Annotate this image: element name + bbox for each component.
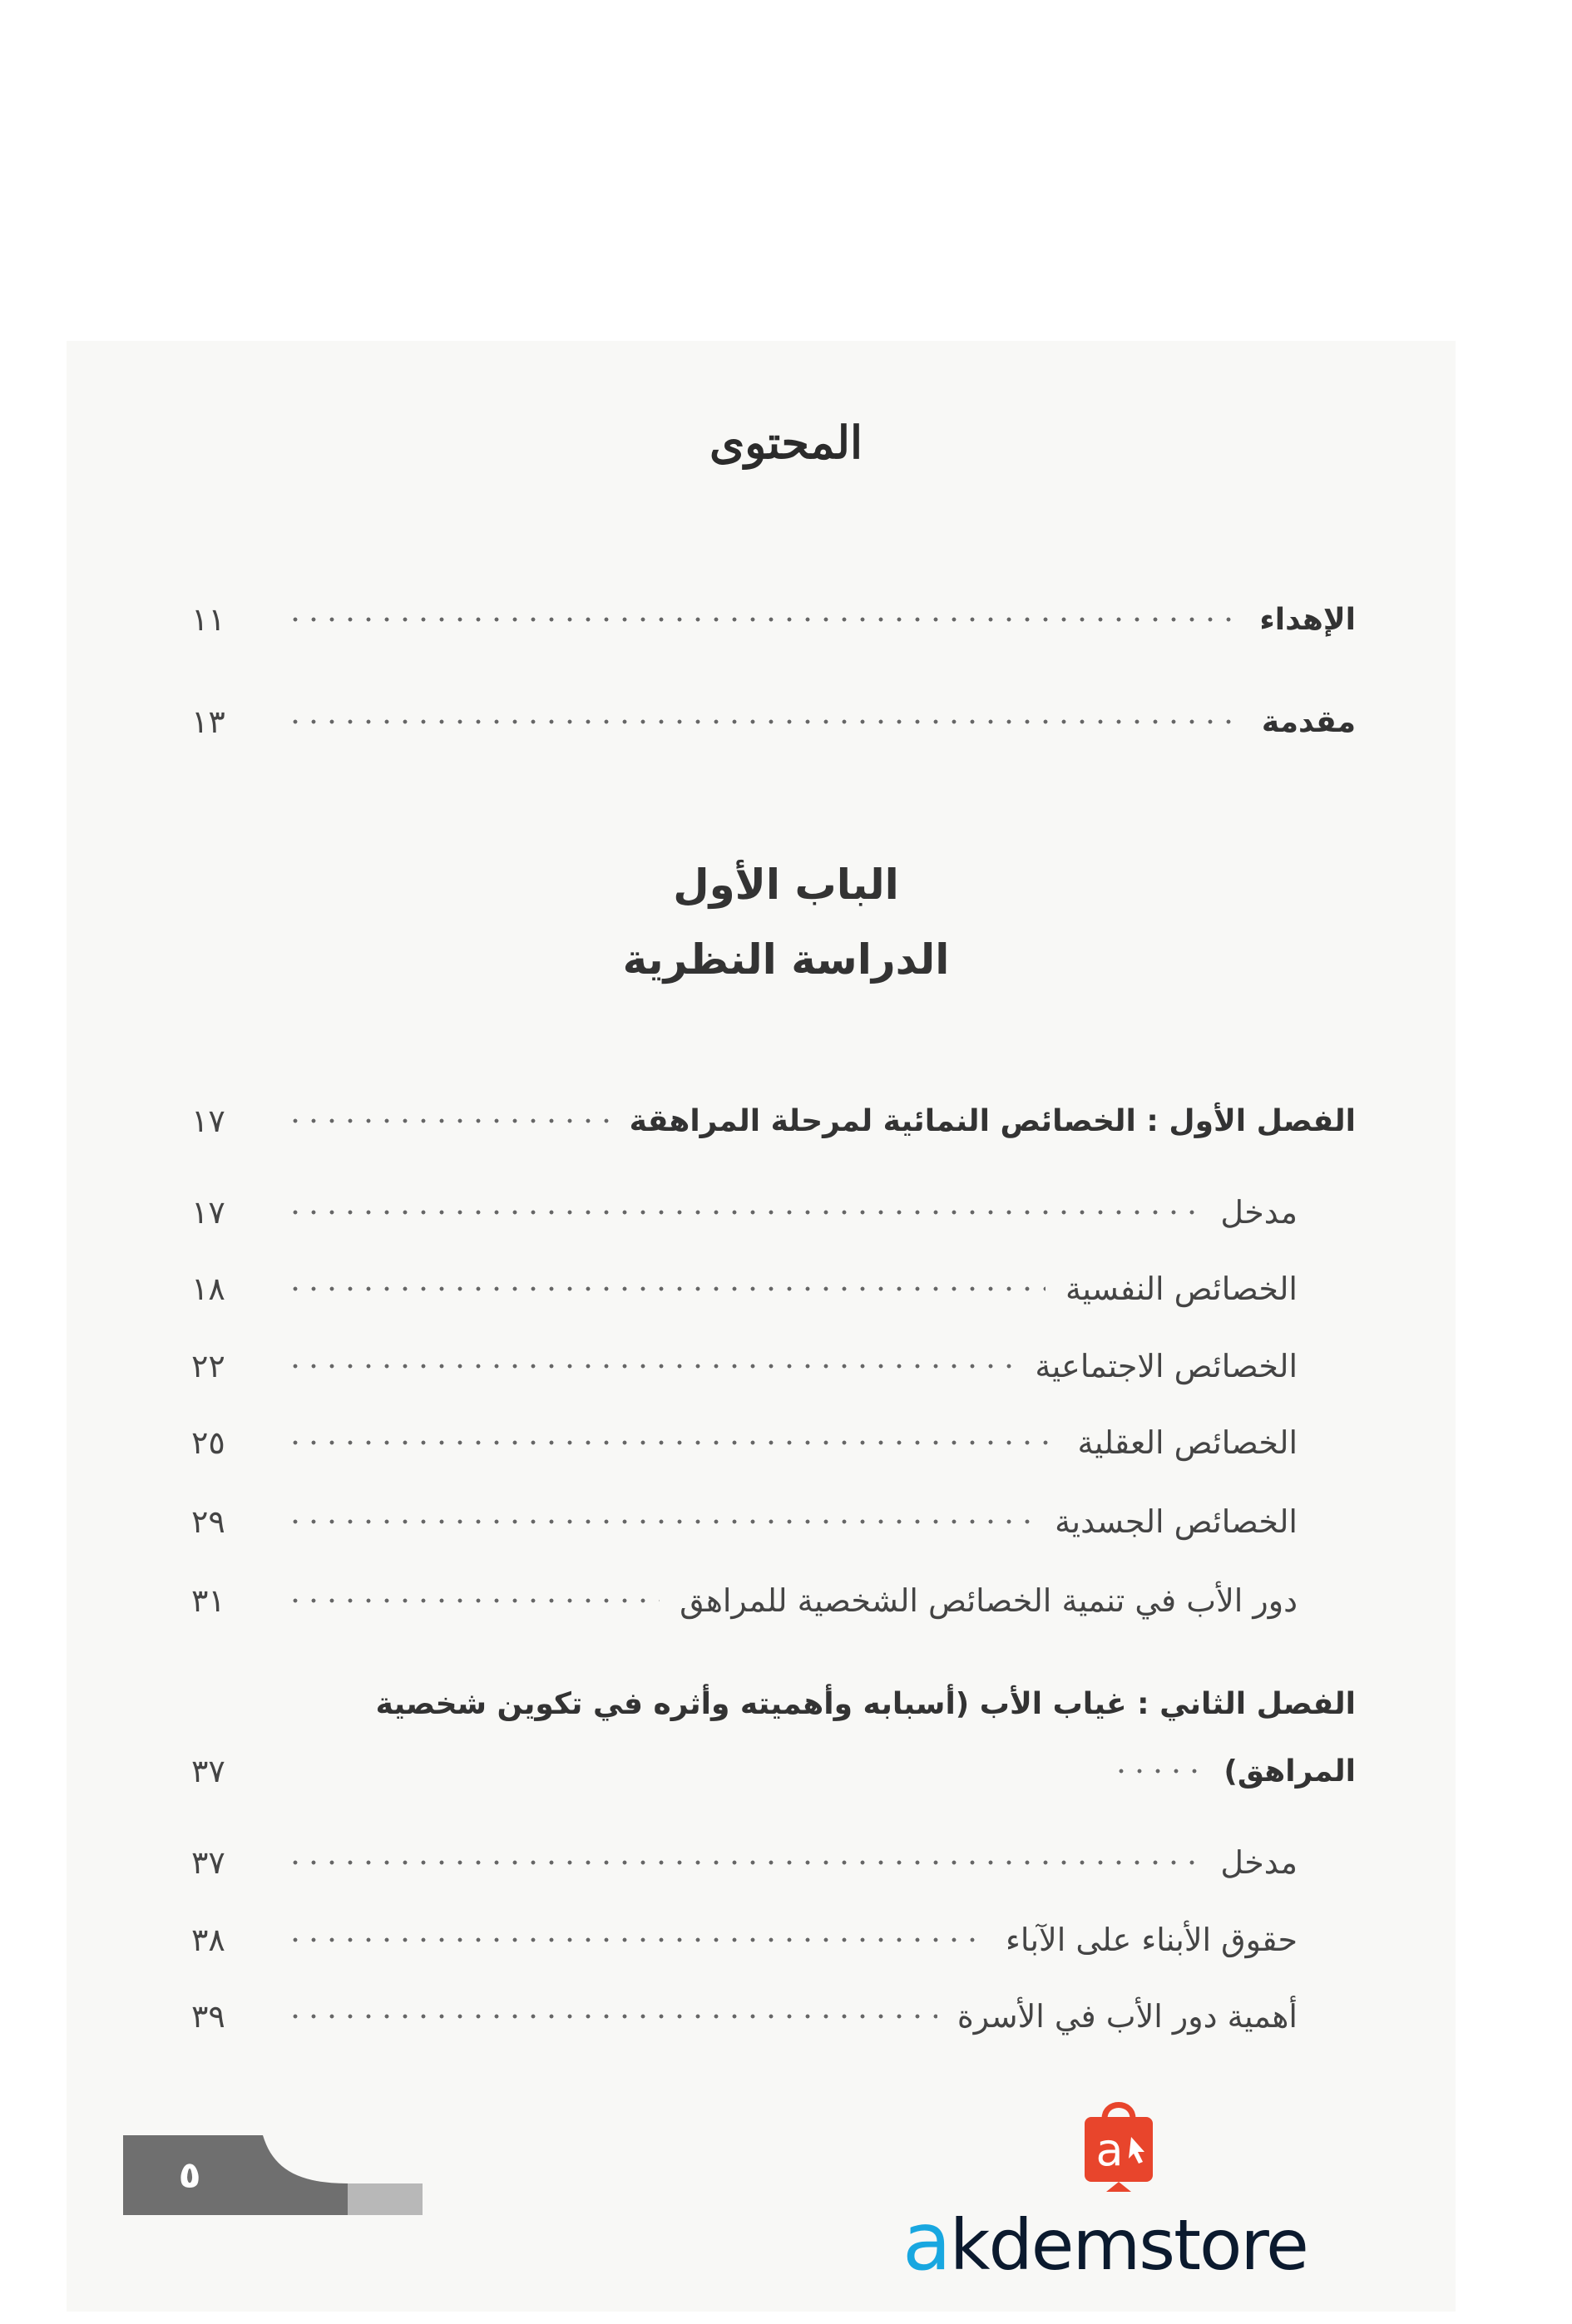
leader-dots xyxy=(286,1596,660,1605)
toc-chapter-1 xyxy=(191,1092,1356,1150)
toc-subentry xyxy=(191,1911,1356,1969)
toc-subentry xyxy=(191,1987,1356,2045)
toc-entry-label: الخصائص الجسدية xyxy=(1055,1503,1298,1540)
part-subheading: الدراسة النظرية xyxy=(622,935,950,984)
toc-chapter-2 xyxy=(191,1671,1356,1804)
toc-subentry xyxy=(191,1833,1356,1892)
toc-entry-label-line2: المراهق) xyxy=(1223,1754,1356,1789)
store-logo-icon xyxy=(1073,2095,1164,2195)
toc-entry-page: ٢٩ xyxy=(191,1503,225,1540)
toc-entry-label: دور الأب في تنمية الخصائص الشخصية للمراهق xyxy=(680,1582,1298,1619)
page-number-block xyxy=(123,2135,256,2215)
toc-entry-label: حقوق الأبناء على الآباء xyxy=(1006,1922,1298,1958)
toc-entry-page: ١٨ xyxy=(191,1271,225,1307)
toc-entry-label: مدخل xyxy=(1220,1844,1298,1881)
leader-dots xyxy=(286,2012,937,2021)
toc-entry-page: ١٧ xyxy=(191,1194,225,1231)
toc-entry-page: ١١ xyxy=(191,601,225,638)
toc-entry-page: ٣٧ xyxy=(191,1844,225,1881)
toc-entry-label: مدخل xyxy=(1220,1194,1298,1231)
toc-subentry xyxy=(191,1260,1356,1318)
store-logo-wordmark xyxy=(902,2195,1335,2288)
toc-entry-page: ٣٩ xyxy=(191,1998,225,2035)
folio-curve-decoration xyxy=(256,2135,348,2215)
toc-entry-label: مقدمة xyxy=(1261,704,1356,739)
logo-rest: kdemstore xyxy=(949,2204,1308,2286)
toc-entry-label: الخصائص الاجتماعية xyxy=(1035,1348,1298,1384)
leader-dots xyxy=(286,1208,1200,1216)
leader-dots xyxy=(286,1117,610,1125)
part-heading: الباب الأول xyxy=(673,861,899,909)
toc-entry-page: ٣٧ xyxy=(191,1753,225,1789)
toc-entry-page: ١٧ xyxy=(191,1103,225,1139)
toc-entry-label-line1: الفصل الثاني : غياب الأب (أسبابه وأهميته وأثره في تكوين شخصية xyxy=(375,1687,1356,1721)
toc-subentry xyxy=(191,1493,1356,1551)
toc-entry-label: أهمية دور الأب في الأسرة xyxy=(957,1998,1298,2035)
leader-dots xyxy=(286,1438,1057,1447)
leader-dots xyxy=(286,1858,1200,1867)
leader-dots xyxy=(286,1936,986,1944)
toc-entry-page: ٣٨ xyxy=(191,1922,225,1958)
leader-dots xyxy=(286,615,1239,624)
toc-subentry xyxy=(191,1414,1356,1472)
folio-strip-decoration xyxy=(348,2183,423,2215)
toc-entry-label: الخصائص العقلية xyxy=(1077,1424,1298,1461)
toc-subentry xyxy=(191,1183,1356,1241)
toc-entry-page: ٢٢ xyxy=(191,1348,225,1384)
toc-entry-page: ١٣ xyxy=(191,703,225,740)
toc-subentry xyxy=(191,1337,1356,1395)
toc-entry-page: ٣١ xyxy=(191,1582,225,1619)
toc-entry-dedication xyxy=(191,590,1356,649)
leader-dots xyxy=(286,718,1242,726)
toc-entry-page: ٢٥ xyxy=(191,1424,225,1461)
toc-entry-label: الفصل الأول : الخصائص النمائية لمرحلة المراهقة xyxy=(629,1103,1356,1138)
toc-title: المحتوى xyxy=(709,416,863,469)
toc-entry-label: الخصائص النفسية xyxy=(1065,1271,1298,1307)
toc-subentry xyxy=(191,1572,1356,1630)
logo-prefix: a xyxy=(902,2195,950,2288)
leader-dots xyxy=(1112,1767,1204,1775)
page-number: ٥ xyxy=(178,2154,201,2197)
leader-dots xyxy=(286,1517,1035,1526)
leader-dots xyxy=(286,1362,1015,1370)
leader-dots xyxy=(286,1285,1046,1293)
toc-entry-introduction xyxy=(191,693,1356,751)
toc-entry-label: الإهداء xyxy=(1259,602,1356,637)
logo-icon-letter: a xyxy=(1095,2124,1124,2176)
